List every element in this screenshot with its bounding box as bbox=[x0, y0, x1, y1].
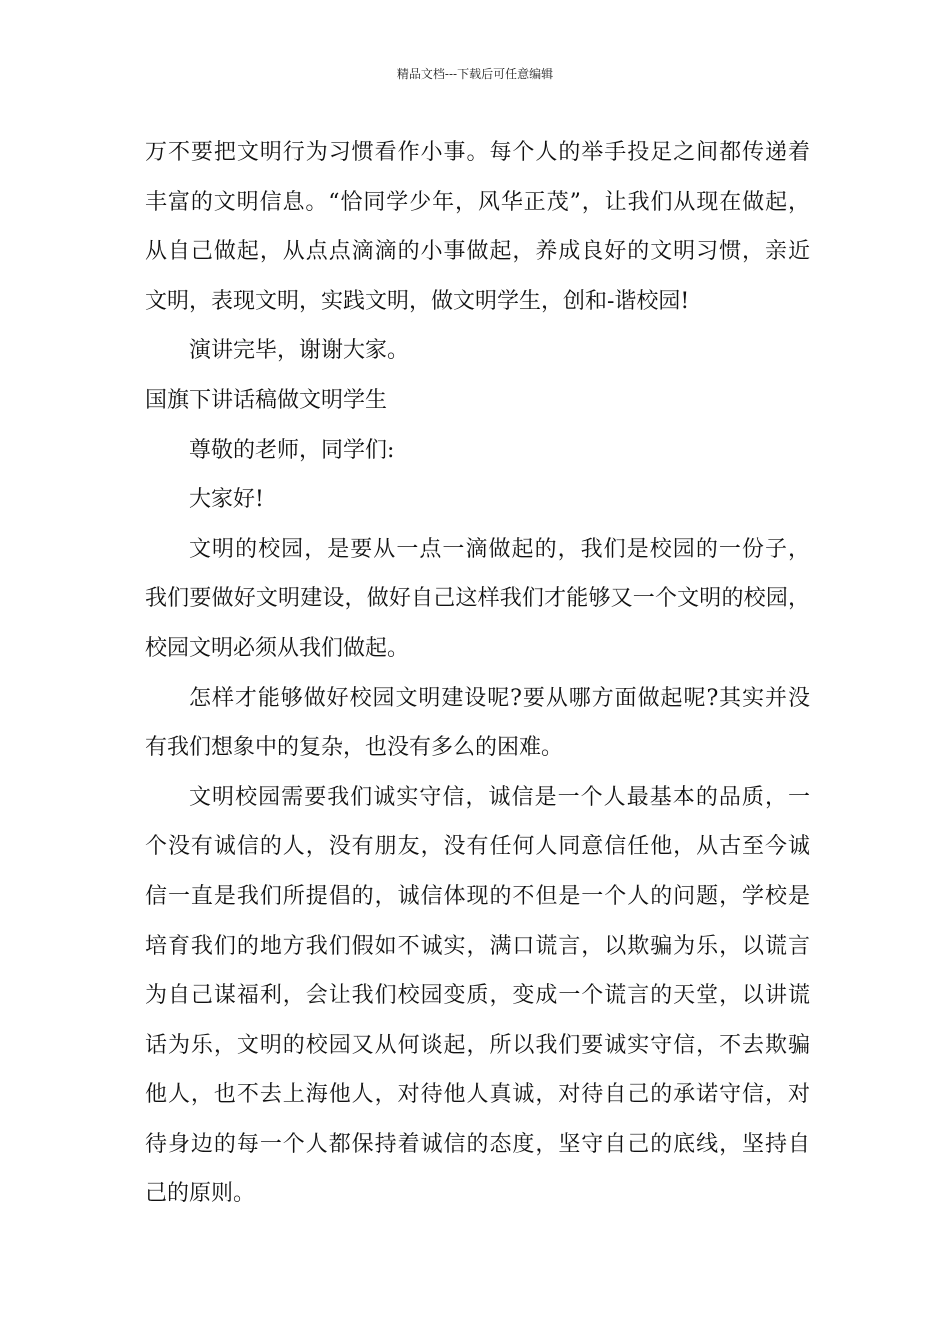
text-line: 校园文明必须从我们做起。 bbox=[145, 635, 410, 661]
text-line: 丰富的文明信息。“恰同学少年，风华正茂”，让我们从现在做起， bbox=[145, 189, 810, 215]
text-line: 信一直是我们所提倡的，诚信体现的不但是一个人的问题，学校是 bbox=[145, 883, 810, 909]
salutation: 尊敬的老师，同学们: bbox=[189, 437, 395, 463]
text-line: 万不要把文明行为习惯看作小事。每个人的举手投足之间都传递着 bbox=[145, 140, 810, 165]
text-line: 个没有诚信的人，没有朋友，没有任何人同意信任他，从古至今诚 bbox=[145, 834, 810, 860]
text-line: 文明，表现文明，实践文明，做文明学生，创和-谐校园! bbox=[145, 288, 690, 314]
text-line: 话为乐，文明的校园又从何谈起，所以我们要诚实守信，不去欺骗 bbox=[145, 1032, 810, 1058]
text-line: 为自己谋福利，会让我们校园变质，变成一个谎言的天堂，以讲谎 bbox=[145, 983, 810, 1009]
text-line: 待身边的每一个人都保持着诚信的态度，坚守自己的底线，坚持自 bbox=[145, 1131, 810, 1157]
text-line: 他人，也不去上海他人，对待他人真诚，对待自己的承诺守信，对 bbox=[145, 1082, 810, 1108]
greeting: 大家好! bbox=[189, 487, 264, 513]
text-line: 有我们想象中的复杂，也没有多么的困难。 bbox=[145, 735, 564, 761]
text-line: 己的原则。 bbox=[145, 1181, 256, 1207]
text-line: 文明校园需要我们诚实守信，诚信是一个人最基本的品质，一 bbox=[189, 784, 810, 810]
section-title: 国旗下讲话稿做文明学生 bbox=[145, 387, 388, 413]
document-body bbox=[145, 128, 810, 1219]
text-line: 演讲完毕，谢谢大家。 bbox=[189, 338, 410, 364]
text-line: 从自己做起，从点点滴滴的小事做起，养成良好的文明习惯，亲近 bbox=[145, 239, 810, 265]
text-line: 怎样才能够做好校园文明建设呢?要从哪方面做起呢?其实并没 bbox=[189, 685, 810, 711]
text-line: 我们要做好文明建设，做好自己这样我们才能够又一个文明的校园， bbox=[145, 586, 810, 612]
text-line: 培育我们的地方我们假如不诚实，满口谎言，以欺骗为乐，以谎言 bbox=[145, 933, 810, 959]
text-line: 文明的校园，是要从一点一滴做起的，我们是校园的一份子， bbox=[189, 536, 810, 562]
page-header: 精品文档---下载后可任意编辑 bbox=[396, 67, 554, 81]
